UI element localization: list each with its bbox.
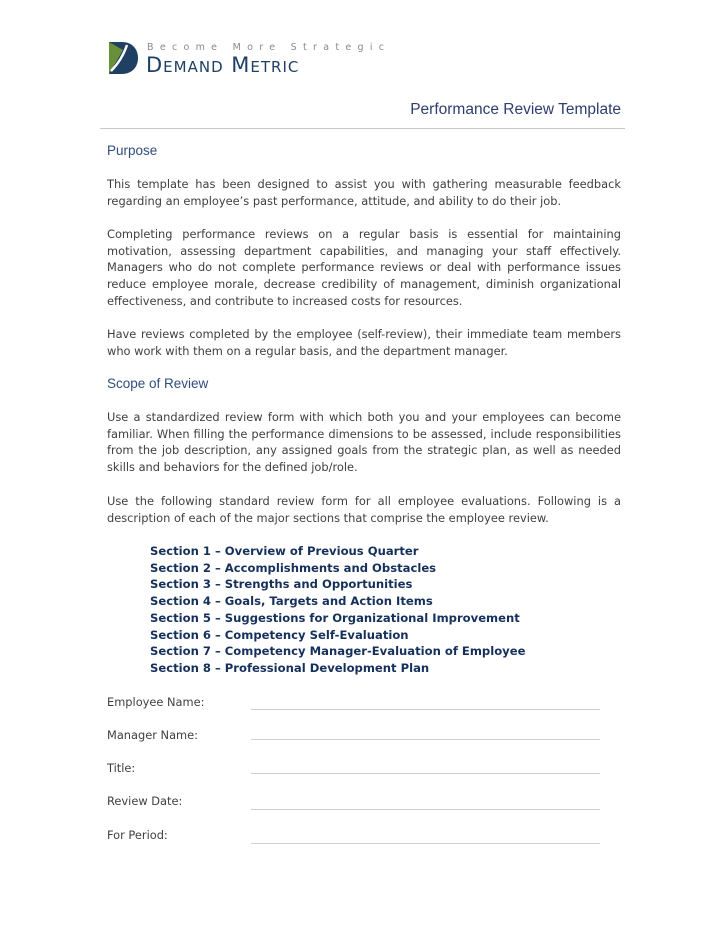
section-list	[150, 543, 525, 677]
purpose-heading: Purpose	[107, 143, 158, 158]
purpose-paragraph: Have reviews completed by the employee (self-review), their immediate team members who work with them on a regular basis, and the department manager.	[107, 327, 621, 358]
employee-name-label: Employee Name:	[107, 695, 205, 709]
section-item: Section 7 – Competency Manager-Evaluation of Employee	[150, 644, 526, 659]
section-item: Section 5 – Suggestions for Organizational Improvement	[150, 610, 520, 625]
section-item: Section 3 – Strengths and Opportunities	[150, 577, 413, 592]
logo-tagline: Become More Strategic	[147, 42, 391, 53]
title-field[interactable]	[251, 773, 600, 774]
manager-name-label: Manager Name:	[107, 728, 198, 742]
section-item: Section 8 – Professional Development Plan	[150, 660, 430, 675]
manager-name-field[interactable]	[251, 739, 600, 740]
scope-heading: Scope of Review	[107, 376, 209, 391]
logo-name: Demand Metric	[146, 53, 300, 77]
scope-paragraph: Use a standardized review form with which both you and your employees can become familiar. When filling the performance dimensions to be assessed, include responsibilities from the job description, any assigned goals from the strategic plan, as well as needed skills and behaviors for the defined job/role.	[107, 410, 621, 475]
title-label: Title:	[107, 761, 136, 775]
review-date-field[interactable]	[251, 809, 600, 810]
logo	[107, 41, 397, 77]
section-item: Section 1 – Overview of Previous Quarter	[150, 544, 419, 558]
review-date-label: Review Date:	[107, 794, 183, 808]
scope-paragraph: Use the following standard review form for all employee evaluations. Following is a description of each of the major sections that comprise the employee review.	[107, 494, 621, 525]
section-item: Section 4 – Goals, Targets and Action Items	[150, 594, 433, 609]
logo-mark-icon	[107, 41, 139, 75]
document-title: Performance Review Template	[410, 101, 621, 118]
purpose-paragraph: Completing performance reviews on a regular basis is essential for maintaining motivation, assessing department capabilities, and managing your staff effectively. Managers who do not complete performance reviews or deal with performance issues reduce employee morale, decrease credibility of management, diminish organizational effectiveness, and contribute to increased costs for resources.	[107, 227, 621, 308]
for-period-label: For Period:	[107, 828, 168, 842]
section-item: Section 6 – Competency Self-Evaluation	[150, 627, 409, 642]
for-period-field[interactable]	[251, 843, 600, 844]
purpose-paragraph: This template has been designed to assist you with gathering measurable feedback regarding an employee’s past performance, attitude, and ability to do their job.	[107, 177, 621, 208]
title-divider	[100, 128, 625, 129]
section-item: Section 2 – Accomplishments and Obstacles	[150, 560, 437, 575]
employee-name-field[interactable]	[251, 709, 600, 710]
